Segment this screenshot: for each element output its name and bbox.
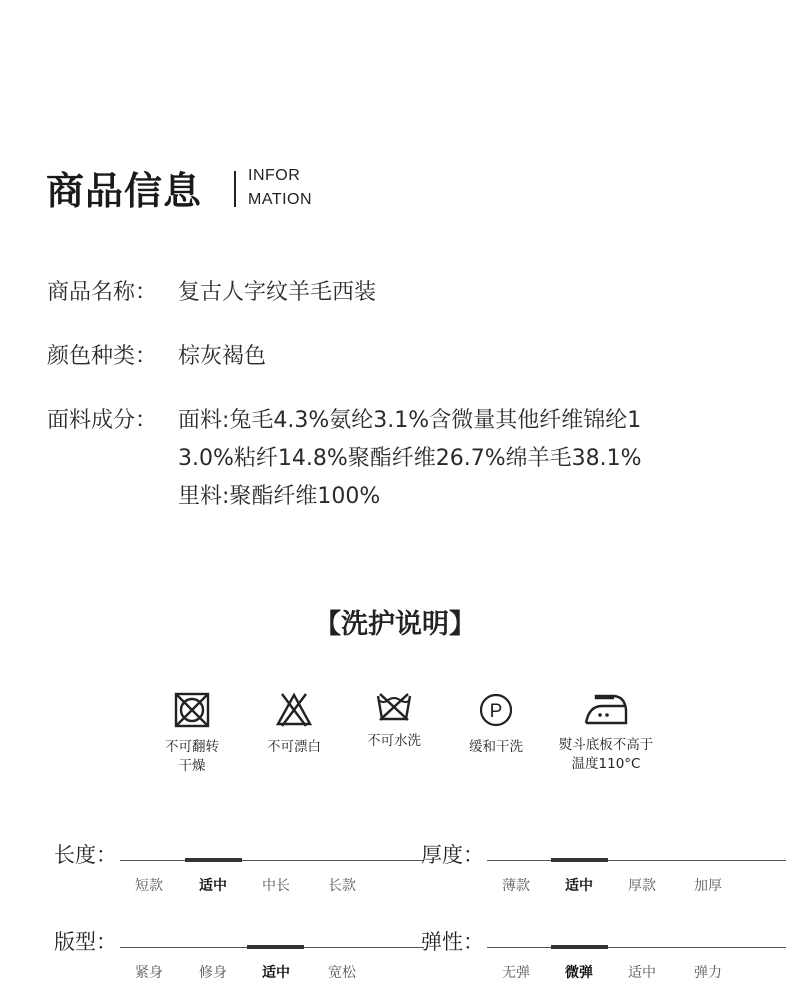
- scale-track: [487, 947, 786, 948]
- care-caption: 不可漂白: [267, 739, 321, 755]
- care-item-iron: [541, 692, 671, 774]
- scale-option: 无弹: [502, 965, 530, 981]
- no-tumble-dry-icon: [174, 692, 210, 728]
- color-row: [47, 338, 267, 376]
- product-name-row: [47, 274, 377, 312]
- care-title: 【洗护说明】: [314, 609, 476, 640]
- scale-option: 薄款: [502, 878, 530, 894]
- care-caption: 不可翻转: [165, 739, 219, 755]
- scale-option: 短款: [135, 878, 163, 894]
- care-caption: 熨斗底板不高于: [558, 737, 654, 753]
- no-bleach-icon: [276, 692, 312, 728]
- scale-option: 宽松: [328, 965, 356, 981]
- material-value: [178, 402, 738, 516]
- scale-option: 中长: [262, 878, 290, 894]
- scale-option: 长款: [328, 878, 356, 894]
- scale-indicator: [185, 858, 242, 862]
- scale-indicator: [551, 945, 608, 949]
- color-value: 棕灰褐色: [178, 344, 267, 369]
- section-title: 商品信息: [46, 169, 203, 213]
- length-scale: [54, 843, 394, 897]
- scale-option-selected: 微弹: [565, 965, 593, 981]
- no-wash-icon: [376, 692, 412, 722]
- scale-track: [487, 860, 786, 861]
- care-caption: 不可水洗: [367, 733, 421, 749]
- thickness-scale: [421, 843, 761, 897]
- scale-label: 版型：: [54, 930, 117, 954]
- subtitle-line-2: MATION: [248, 191, 313, 208]
- scale-option: 紧身: [135, 965, 163, 981]
- care-caption-2: 温度110°C: [571, 756, 641, 772]
- product-name-label: 商品名称：: [47, 280, 158, 305]
- material-line-3: 里料:聚酯纤维100%: [178, 484, 381, 509]
- scale-option: 厚款: [628, 878, 656, 894]
- elasticity-scale: [421, 930, 761, 984]
- scale-track: [120, 860, 424, 861]
- scale-option-selected: 适中: [565, 878, 593, 894]
- scale-label: 弹性：: [421, 930, 484, 954]
- subtitle-line-1: INFOR: [248, 167, 301, 184]
- title-divider: [234, 171, 236, 207]
- scale-option-selected: 适中: [262, 965, 290, 981]
- scale-option: 修身: [199, 965, 227, 981]
- dry-clean-p-icon: [478, 692, 514, 728]
- material-label: 面料成分：: [47, 408, 158, 433]
- fit-scale: [54, 930, 394, 984]
- color-label: 颜色种类：: [47, 344, 158, 369]
- iron-medium-icon: [584, 692, 628, 726]
- material-row: [47, 402, 642, 509]
- scale-option: 弹力: [694, 965, 722, 981]
- section-subtitle: [248, 164, 312, 212]
- product-name-value: 复古人字纹羊毛西装: [178, 280, 377, 305]
- scale-label: 厚度：: [421, 843, 484, 867]
- scale-indicator: [247, 945, 304, 949]
- scale-label: 长度：: [54, 843, 117, 867]
- care-caption: 缓和干洗: [469, 739, 523, 755]
- material-line-1: 面料:兔毛4.3%氨纶3.1%含微量其他纤维锦纶1: [178, 408, 642, 433]
- care-caption-2: 干燥: [178, 758, 206, 774]
- material-line-2: 3.0%粘纤14.8%聚酯纤维26.7%绵羊毛38.1%: [178, 446, 642, 471]
- dry-clean-symbol: P: [489, 701, 503, 722]
- scale-option: 适中: [628, 965, 656, 981]
- scale-indicator: [551, 858, 608, 862]
- scale-option: 加厚: [694, 878, 722, 894]
- scale-option-selected: 适中: [199, 878, 227, 894]
